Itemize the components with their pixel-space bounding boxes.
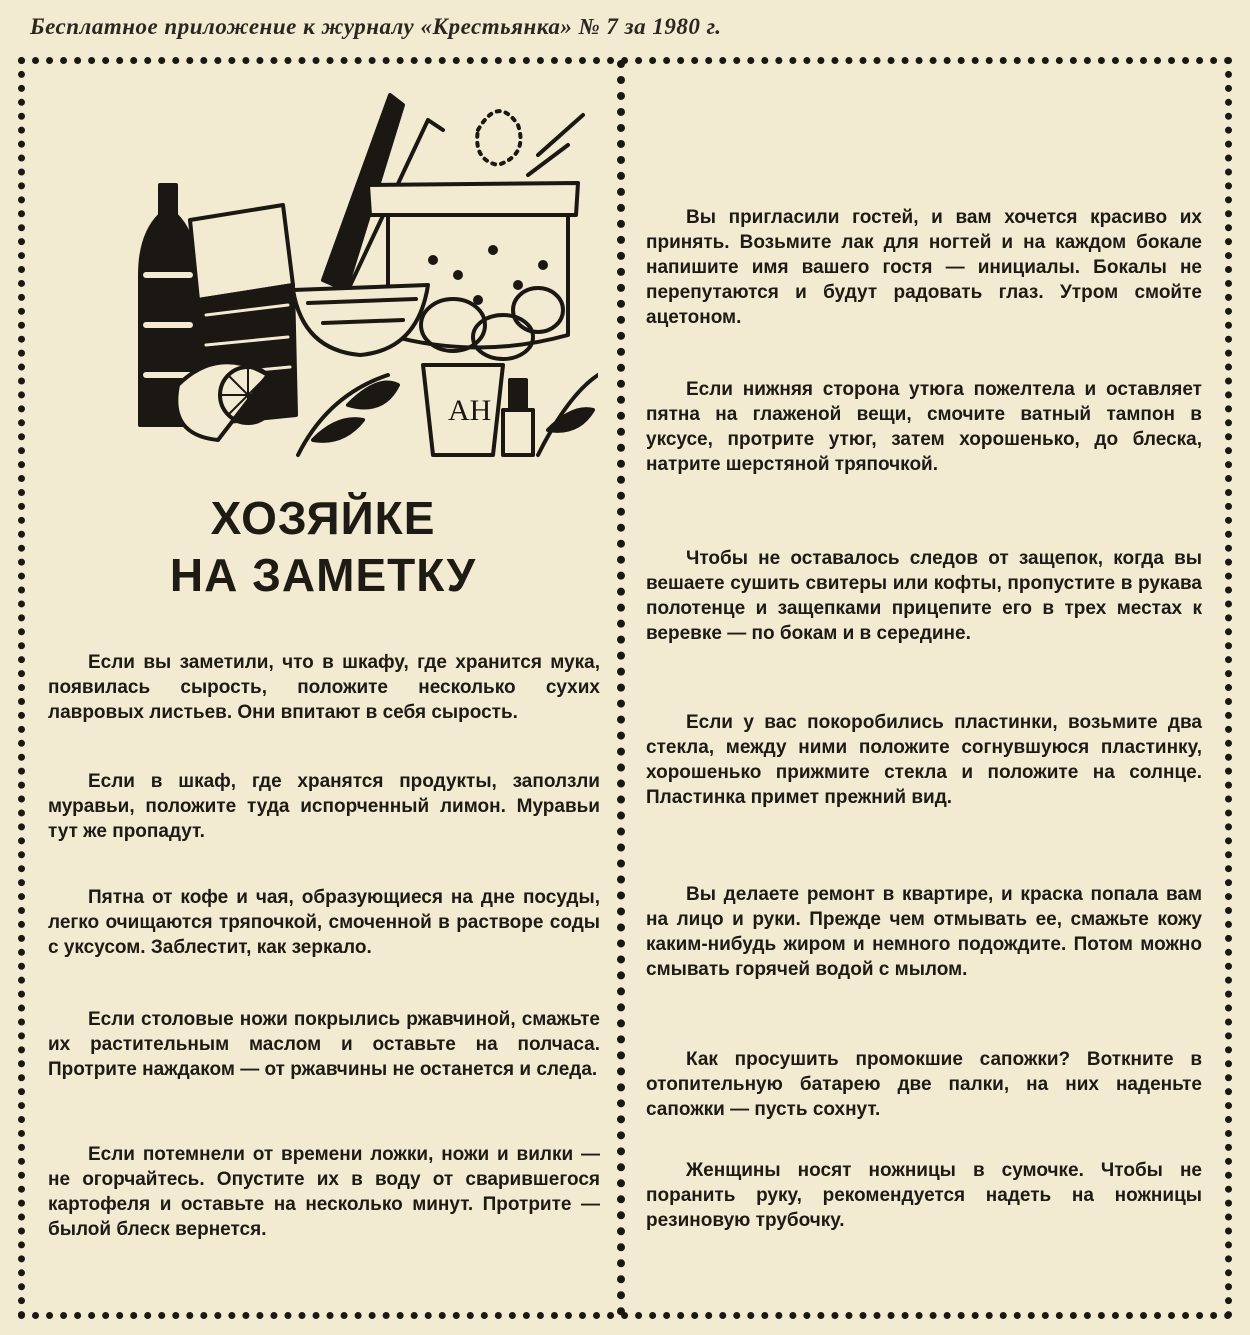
tip-paragraph: Если вы заметили, что в шкафу, где хранится мука, появилась сырость, положите несколько сухих лавровых листьев. Они впитают в себя сырость. — [48, 652, 600, 723]
page-title — [40, 490, 606, 604]
tip-paragraph: Женщины носят ножницы в сумочке. Чтобы не поранить руку, рекомендуется надеть на ножницы резиновую трубочку. — [646, 1160, 1202, 1231]
title-line-2: НА ЗАМЕТКУ — [169, 549, 477, 601]
tip-paragraph: Чтобы не оставалось следов от защепок, когда вы вешаете сушить свитеры или кофты, пропустите в рукава полотенце и защепками прицепите его в трех местах к веревке — по бокам и в середине. — [646, 548, 1202, 644]
tip-paragraph: Если потемнели от времени ложки, ножи и вилки — не огорчайтесь. Опустите их в воду от сварившегося картофеля и оставьте на несколько минут. Протрите — былой блеск вернется. — [48, 1144, 600, 1240]
tip-paragraph: Если в шкаф, где хранятся продукты, заползли муравьи, положите туда испорченный лимон. Муравьи тут же пропадут. — [48, 771, 600, 842]
tip-paragraph: Вы пригласили гостей, и вам хочется красиво их принять. Возьмите лак для ногтей и на каждом бокале напишите имя вашего гостя — инициалы. Бокалы не перепутаются и будут радовать глаз. Утром смойте ацетоном. — [646, 207, 1202, 328]
tip-paragraph: Вы делаете ремонт в квартире, и краска попала вам на лицо и руки. Прежде чем отмывать ее, смажьте кожу каким-нибудь жиром и немного подождите. Потом можно смывать горячей водой с мылом. — [646, 884, 1202, 980]
tip-paragraph: Пятна от кофе и чая, образующиеся на дне посуды, легко очищаются тряпочкой, смоченной в растворе соды с уксусом. Заблестит, как зеркало. — [48, 887, 600, 958]
tip-paragraph: Если столовые ножи покрылись ржавчиной, смажьте их растительным маслом и оставьте на полчаса. Протрите наждаком — от ржавчины не останется и следа. — [48, 1009, 600, 1080]
tip-paragraph: Если нижняя сторона утюга пожелтела и оставляет пятна на глаженой вещи, смочите ватный тампон в уксусе, протрите утюг, затем хорошенько, до блеска, натрите шерстяной тряпочкой. — [646, 379, 1202, 475]
kitchen-still-life-icon — [98, 75, 598, 470]
page-header: Бесплатное приложение к журналу «Крестьянка» № 7 за 1980 г. — [30, 14, 722, 39]
right-column — [636, 70, 1212, 1305]
tip-paragraph: Если у вас покоробились пластинки, возьмите два стекла, между ними положите согнувшуюся пластинку, хорошенько прижмите стекла и положите на солнце. Пластинка примет прежний вид. — [646, 712, 1202, 808]
left-column — [40, 70, 606, 1305]
title-line-1: ХОЗЯЙКЕ — [210, 492, 436, 544]
tip-paragraph: Как просушить промокшие сапожки? Воткните в отопительную батарею две палки, на них наденьте сапожки — пусть сохнут. — [646, 1049, 1202, 1120]
svg-text:АН: АН — [448, 394, 492, 427]
column-divider — [617, 60, 625, 1316]
